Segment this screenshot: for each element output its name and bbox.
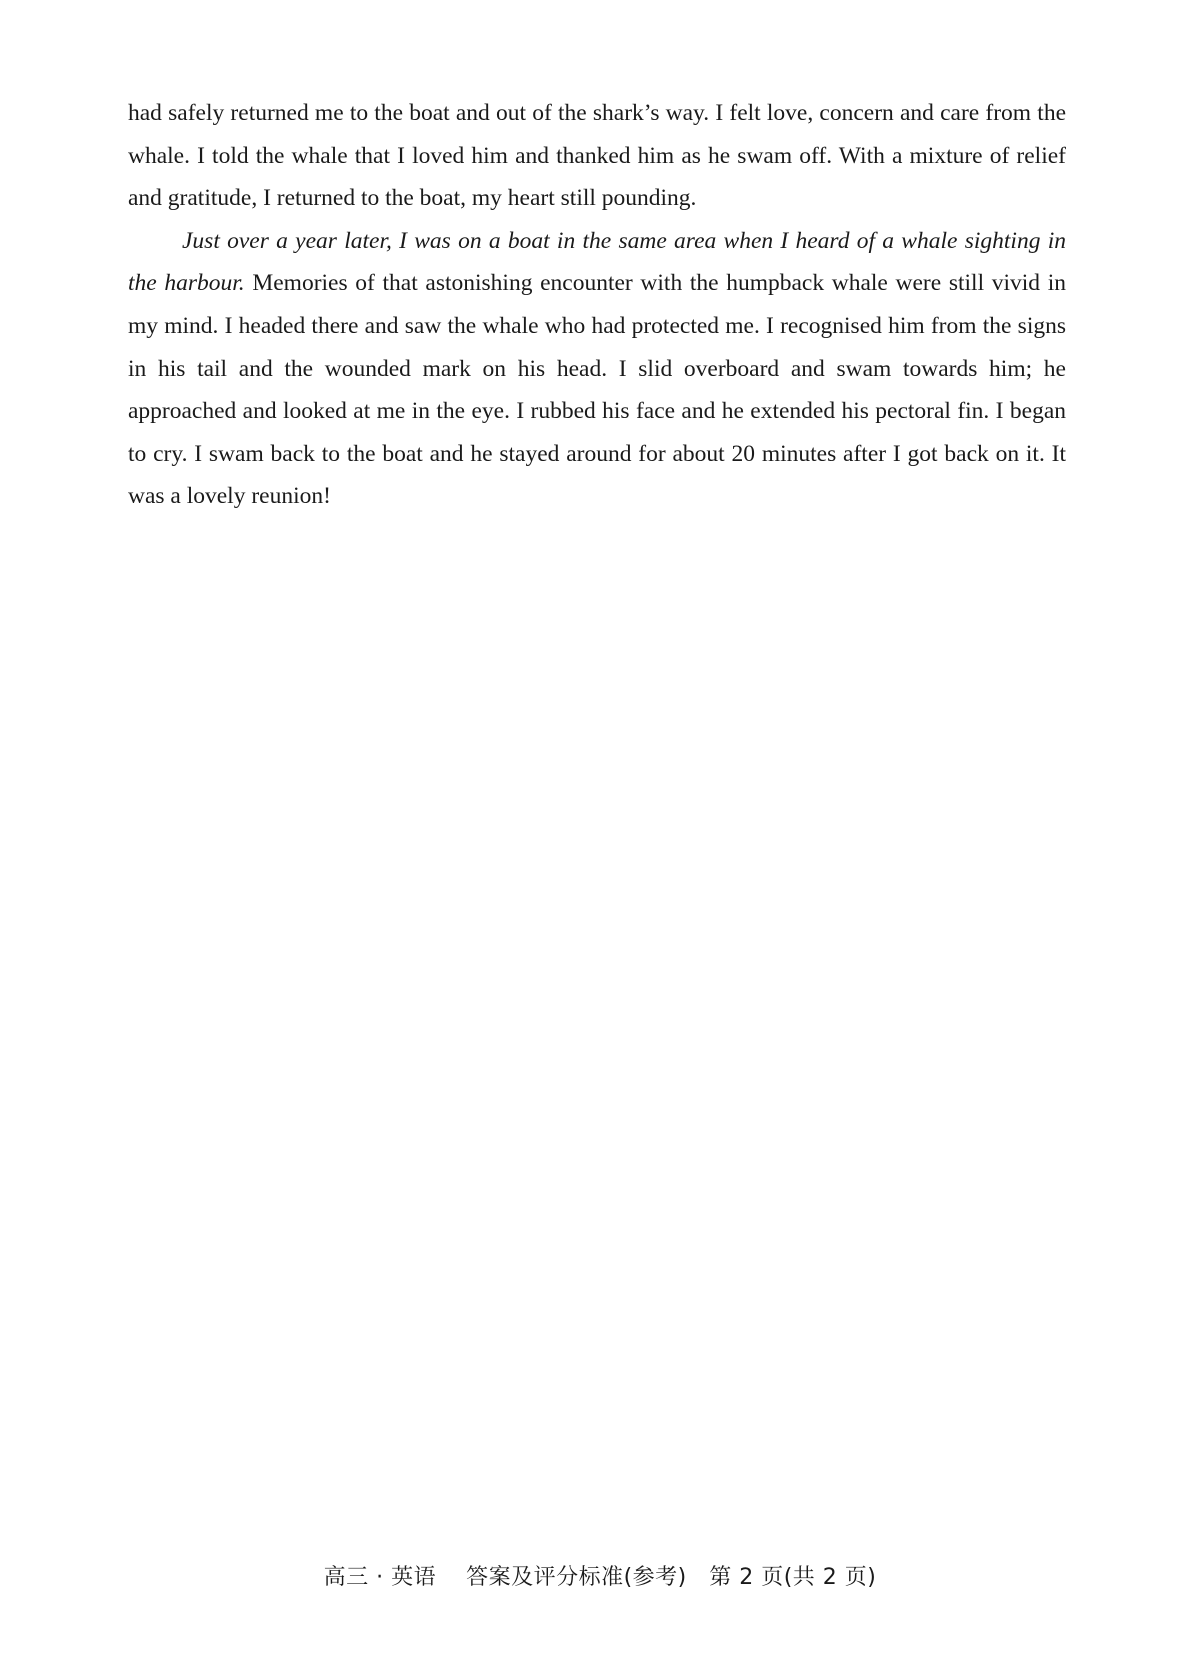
paragraph-2	[128, 220, 1066, 518]
page-footer	[0, 1560, 1200, 1591]
paragraph-1: had safely returned me to the boat and out of the shark’s way. I felt love, concern and care from the whale. I told the whale that I loved him and thanked him as he swam off. With a mixture of relief and gratitude, I returned to the boat, my heart still pounding.	[128, 100, 1066, 212]
footer-doc-title: 答案及评分标准(参考)	[466, 1565, 687, 1590]
footer-page-info: 第 2 页(共 2 页)	[709, 1565, 877, 1590]
passage-text	[128, 92, 1066, 518]
paragraph-2-body: Memories of that astonishing encounter with the humpback whale were still vivid in my mind. I headed there and saw the whale who had protected me. I recognised him from the signs in his tail and the wounded mark on his head. I slid overboard and swam towards him; he approached and looked at me in the eye. I rubbed his face and he extended his pectoral fin. I began to cry. I swam back to the boat and he stayed around for about 20 minutes after I got back on it. It was a lovely reunion!	[128, 270, 1066, 510]
footer-subject: 高三 · 英语	[323, 1565, 437, 1590]
paragraph-2-lead-sentence: Just over a year later, I was on a boat in the same area when I heard of a whale sighting in the harbour.	[128, 227, 1066, 297]
